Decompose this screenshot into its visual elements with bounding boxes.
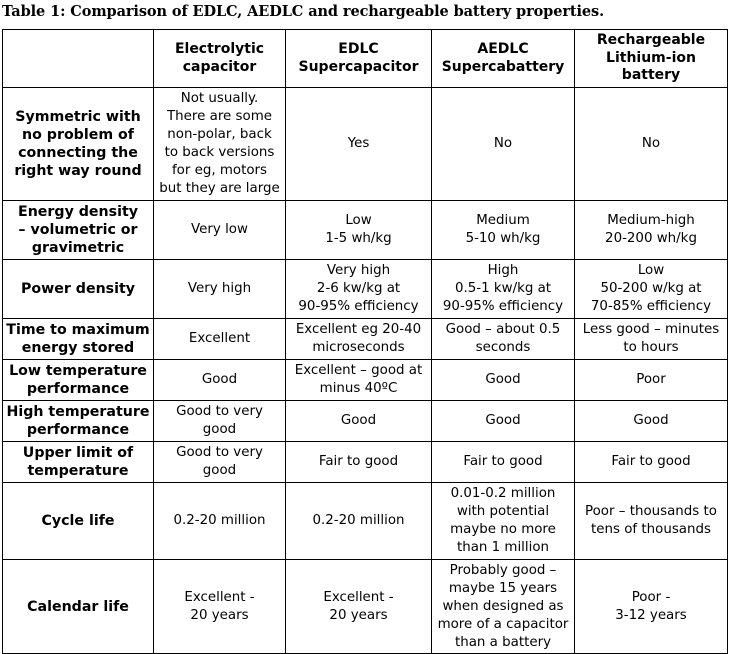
row-header: Time to maximum energy stored — [3, 319, 154, 360]
table-cell: Good — [575, 401, 728, 442]
header-cell-electrolytic-capacitor: Electrolytic capacitor — [154, 30, 286, 88]
table-cell: Excellent – good at minus 40ºC — [286, 360, 432, 401]
table-cell: Medium 5-10 wh/kg — [432, 201, 575, 260]
table-cell: Fair to good — [286, 442, 432, 483]
table-caption: Table 1: Comparison of EDLC, AEDLC and rechargeable battery properties. — [2, 3, 605, 20]
table-row — [3, 401, 728, 442]
table-cell: Fair to good — [575, 442, 728, 483]
table-cell: Fair to good — [432, 442, 575, 483]
table-cell: Not usually. There are some non-polar, back to back versions for eg, motors but they are large — [154, 88, 286, 201]
table-cell: Excellent — [154, 319, 286, 360]
header-cell-aedlc-supercabattery: AEDLC Supercabattery — [432, 30, 575, 88]
table-cell: Yes — [286, 88, 432, 201]
header-cell-lithium-ion-battery: Rechargeable Lithium-ion battery — [575, 30, 728, 88]
table-cell: Low 1-5 wh/kg — [286, 201, 432, 260]
table-cell: Good — [286, 401, 432, 442]
table-cell: Poor — [575, 360, 728, 401]
comparison-table — [2, 29, 728, 654]
row-header: High temperature performance — [3, 401, 154, 442]
table-cell: High 0.5-1 kw/kg at 90-95% efficiency — [432, 260, 575, 319]
row-header: Power density — [3, 260, 154, 319]
table-cell: Less good – minutes to hours — [575, 319, 728, 360]
table-cell: Probably good – maybe 15 years when designed as more of a capacitor than a battery — [432, 560, 575, 654]
header-cell-blank — [3, 30, 154, 88]
table-row — [3, 88, 728, 201]
table-cell: 0.2-20 million — [154, 483, 286, 560]
table-row — [3, 560, 728, 654]
row-header: Symmetric with no problem of connecting the right way round — [3, 88, 154, 201]
table-row — [3, 360, 728, 401]
table-cell: Excellent - 20 years — [286, 560, 432, 654]
table-cell: Good – about 0.5 seconds — [432, 319, 575, 360]
table-cell: Low 50-200 w/kg at 70-85% efficiency — [575, 260, 728, 319]
table-cell: Good — [154, 360, 286, 401]
table-cell: Medium-high 20-200 wh/kg — [575, 201, 728, 260]
table-row — [3, 260, 728, 319]
table-cell: Good — [432, 401, 575, 442]
table-cell: Excellent - 20 years — [154, 560, 286, 654]
table-row — [3, 442, 728, 483]
row-header: Low temperature performance — [3, 360, 154, 401]
table-cell: Good — [432, 360, 575, 401]
row-header: Cycle life — [3, 483, 154, 560]
table-cell: Excellent eg 20-40 microseconds — [286, 319, 432, 360]
table-cell: Poor - 3-12 years — [575, 560, 728, 654]
row-header: Upper limit of temperature — [3, 442, 154, 483]
table-cell: No — [575, 88, 728, 201]
table-cell: Very low — [154, 201, 286, 260]
table-row — [3, 483, 728, 560]
row-header: Energy density – volumetric or gravimetric — [3, 201, 154, 260]
table-cell: Very high — [154, 260, 286, 319]
table-cell: Very high 2-6 kw/kg at 90-95% efficiency — [286, 260, 432, 319]
table-cell: Good to very good — [154, 401, 286, 442]
table-cell: 0.2-20 million — [286, 483, 432, 560]
row-header: Calendar life — [3, 560, 154, 654]
table-cell: No — [432, 88, 575, 201]
table-cell: 0.01-0.2 million with potential maybe no more than 1 million — [432, 483, 575, 560]
table-row — [3, 319, 728, 360]
table-cell: Good to very good — [154, 442, 286, 483]
table-row — [3, 201, 728, 260]
header-row — [3, 30, 728, 88]
table-cell: Poor – thousands to tens of thousands — [575, 483, 728, 560]
header-cell-edlc-supercapacitor: EDLC Supercapacitor — [286, 30, 432, 88]
